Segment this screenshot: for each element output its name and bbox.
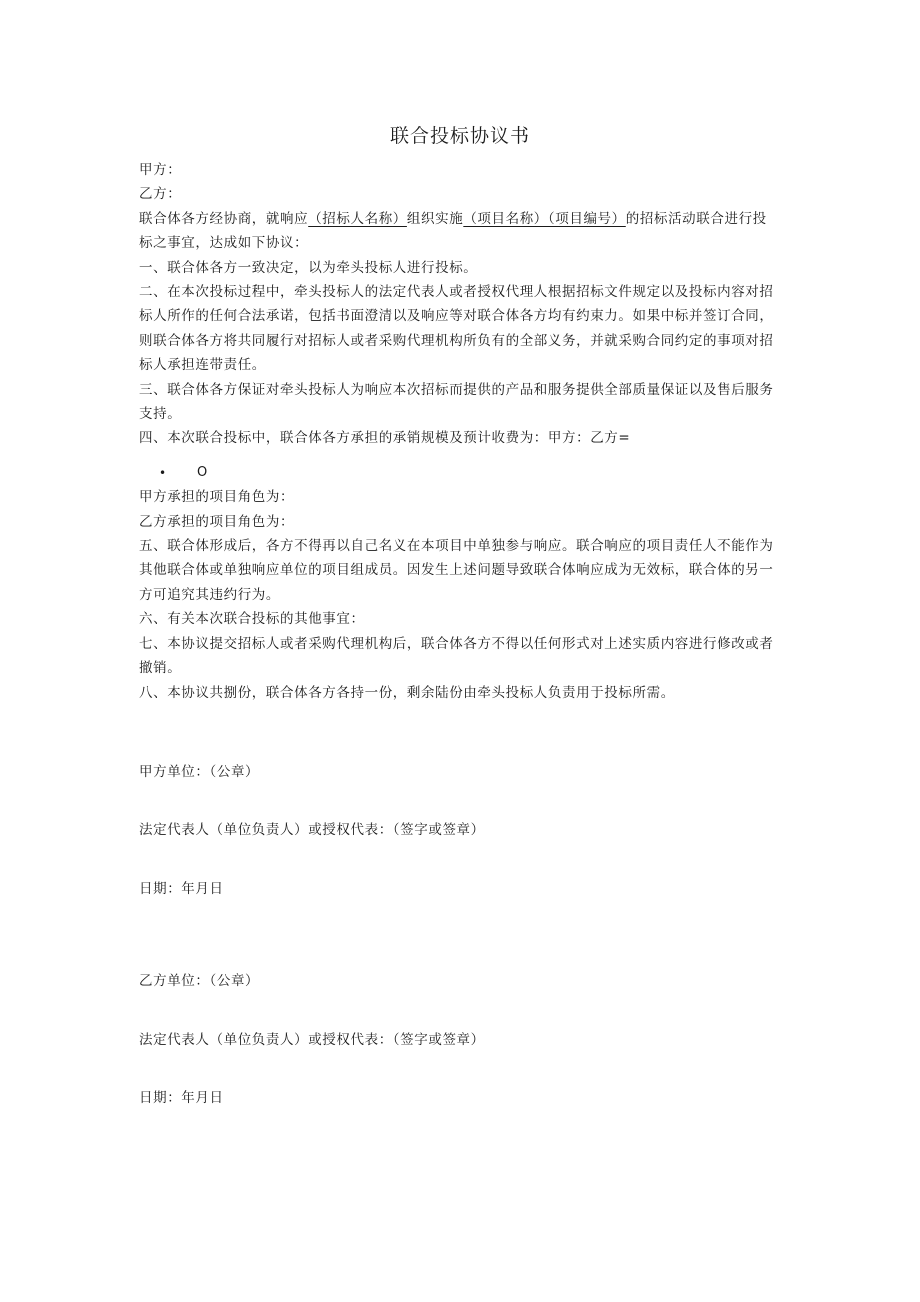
bullet-row <box>139 461 775 485</box>
party-b-line: 乙方： <box>139 186 182 203</box>
clause-2: 二、在本次投标过程中，牵头投标人的法定代表人或者授权代理人根据招标文件规定以及投标内容对招标人所作的任何合法承诺，包括书面澄清以及响应等对联合体各方均有约束力。如果中标并签订合同，则联合体各方将共同履行对招标人或者采购代理机构所负有的全部义务，并就采购合同约定的事项对招标人承担连带责任。 <box>139 284 774 374</box>
clause-3: 三、联合体各方保证对牵头投标人为响应本次招标而提供的产品和服务提供全部质量保证以及售后服务支持。 <box>139 381 774 423</box>
bullet-circle: O <box>197 464 208 480</box>
clause-8: 八、本协议共捌份，联合体各方各持一份，剩余陆份由牵头投标人负责用于投标所需。 <box>139 684 675 701</box>
clause-7: 七、本协议提交招标人或者采购代理机构后，联合体各方不得以任何形式对上述实质内容进行修改或者撤销。 <box>139 635 774 677</box>
role-b-line: 乙方承担的项目角色为： <box>139 513 295 530</box>
clause-1: 一、联合体各方一致决定，以为牵头投标人进行投标。 <box>139 259 478 276</box>
document-title: 联合投标协议书 <box>389 125 530 147</box>
intro-paragraph <box>139 207 775 256</box>
clause-5: 五、联合体形成后，各方不得再以自己名义在本项目中单独参与响应。联合响应的项目责任人不能作为其他联合体或单独响应单位的项目组成员。因发生上述问题导致联合体响应成为无效标，联合体的另一方可追究其违约行为。 <box>139 538 774 603</box>
party-b-representative: 法定代表人（单位负责人）或授权代表：（签字或签章） <box>139 1032 485 1048</box>
bullet-dot: • <box>159 465 167 480</box>
clause-4: 四、本次联合投标中，联合体各方承担的承销规模及预计收费为：甲方：乙方= <box>139 430 631 447</box>
intro-text-3: 的招标活动联合进行投标之事宜，达成如下协议： <box>139 210 767 252</box>
intro-text-2: 组织实施 <box>406 210 464 227</box>
party-a-line: 甲方： <box>139 162 182 178</box>
party-b-date: 日期：年月日 <box>139 1090 224 1106</box>
project-placeholder: （项目名称）（项目编号） <box>463 210 626 227</box>
role-a-line: 甲方承担的项目角色为： <box>139 489 295 506</box>
party-a-date: 日期：年月日 <box>139 881 224 897</box>
party-b-unit: 乙方单位：（公章） <box>139 973 260 989</box>
party-a-unit: 甲方单位：（公章） <box>139 764 260 780</box>
document-body <box>139 158 775 705</box>
party-a-representative: 法定代表人（单位负责人）或授权代表：（签字或签章） <box>139 822 485 838</box>
tenderer-name-placeholder: （招标人名称） <box>308 210 407 227</box>
intro-text-1: 联合体各方经协商，就响应 <box>139 210 309 227</box>
clause-6: 六、有关本次联合投标的其他事宜： <box>139 611 365 628</box>
